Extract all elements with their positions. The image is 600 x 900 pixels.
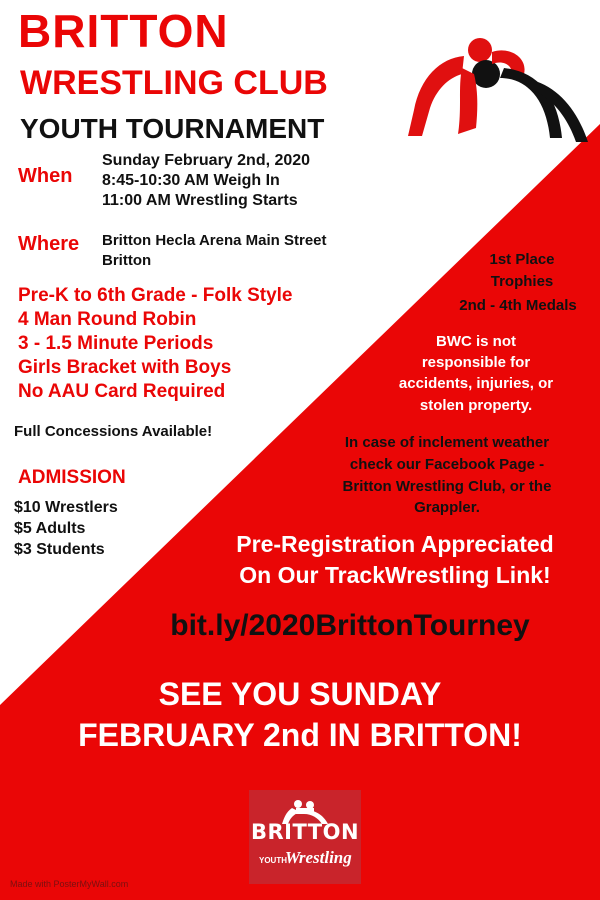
- feature-grades: Pre-K to 6th Grade - Folk Style: [18, 285, 293, 306]
- when-label: When: [18, 165, 73, 187]
- when-start: 11:00 AM Wrestling Starts: [102, 192, 298, 209]
- price-students: $3 Students: [14, 541, 105, 558]
- britton-youth-wrestling-badge: [249, 790, 361, 884]
- club-name-line-1: BRITTON: [18, 5, 229, 57]
- feature-aau: No AAU Card Required: [18, 381, 226, 402]
- where-venue: Britton Hecla Arena Main Street: [102, 232, 327, 249]
- badge-subtitle-youth: YOUTH: [259, 856, 287, 865]
- when-weigh-in: 8:45-10:30 AM Weigh In: [102, 172, 280, 189]
- concessions-note: Full Concessions Available!: [14, 423, 213, 440]
- when-date: Sunday February 2nd, 2020: [102, 152, 311, 169]
- badge-subtitle-wrestling: Wrestling: [285, 848, 352, 867]
- badge-title: BRITTON: [250, 820, 360, 844]
- feature-girls: Girls Bracket with Boys: [18, 357, 232, 378]
- price-wrestlers: $10 Wrestlers: [14, 499, 118, 516]
- where-town: Britton: [102, 252, 152, 269]
- where-label: Where: [18, 233, 80, 255]
- event-title: YOUTH TOURNAMENT: [20, 113, 325, 144]
- feature-periods: 3 - 1.5 Minute Periods: [18, 333, 214, 354]
- credit-watermark: Made with PosterMyWall.com: [10, 879, 129, 889]
- admission-label: ADMISSION: [18, 467, 126, 488]
- feature-format: 4 Man Round Robin: [18, 309, 197, 330]
- wrestlers-logo-icon: [400, 18, 590, 148]
- tournament-poster: BRITTON WRESTLING CLUB YOUTH TOURNAMENT When Sunday February 2nd, 2020 8:45-10:30 AM Weigh In 11:00 AM Wrestling Starts Where Britton Hecla Arena Main Street Britton Pre-K to 6th Grade - Folk Style 4 Man Round Robin 3 - 1.5 Minute Periods Girls Bracket with Boys No AAU Card Required Full Concessions Available! ADMISSION $10 Wrestlers $5 Adults $3 Students 1st Place Trophies 2nd - 4th Medals BWC is not responsible for accidents, injuries, or stolen property. In case of inclement weather check our Facebook Page - Britton Wrestling Club, or the Grappler. Pre-Registration Appreciated On Our TrackWrestling Link! bit.ly/2020BrittonTourney SEE YOU SUNDAY FEBRUARY 2nd IN BRITTON! BRITTON YOUTH Wrestling Made with PosterMyWall.com: [0, 0, 600, 900]
- club-name-line-2: WRESTLING CLUB: [20, 64, 328, 102]
- price-adults: $5 Adults: [14, 520, 86, 537]
